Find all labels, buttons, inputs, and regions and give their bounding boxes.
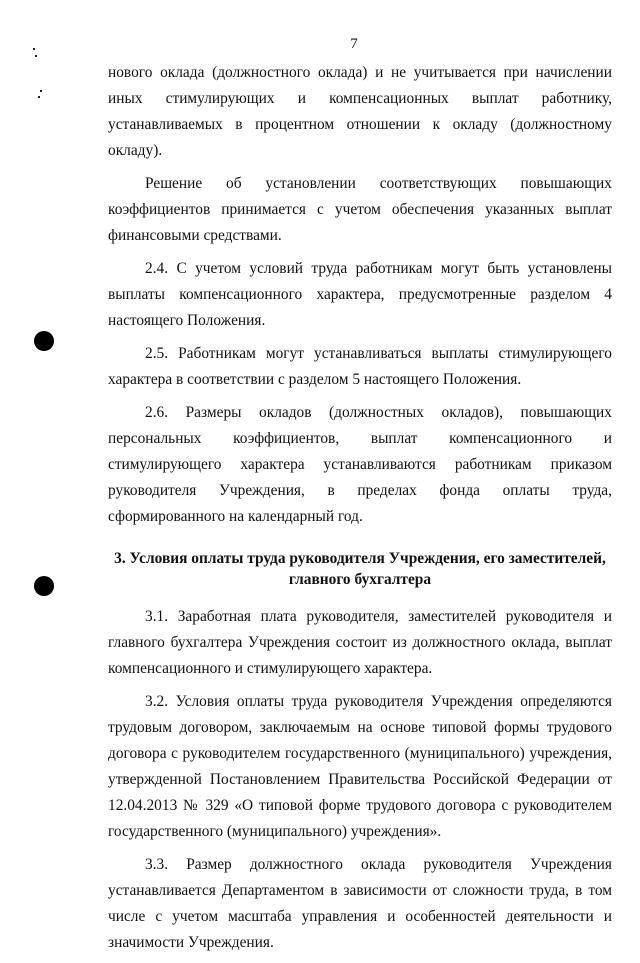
paragraph-2-6: 2.6. Размеры окладов (должностных окладов), повышающих персональных коэффициентов, выплат компенсационного и стимулирующего характера устанавливаются работникам приказом руководителя Учреждения, в пределах фонда оплаты труда, сформированного на календарный год. bbox=[108, 404, 612, 525]
paragraph-3-2: 3.2. Условия оплаты труда руководителя Учреждения определяются трудовым договором, заключаемым на основе типовой формы трудового договора с руководителем государственного (муниципального) учреждения, утвержденной Постановлением Правительства Российской Федерации от 12.04.2013 № 329 «О типовой форме трудового договора с руководителем государственного (муниципального) учреждения». bbox=[108, 693, 612, 840]
page-number: 7 bbox=[350, 36, 358, 52]
paragraph-3-3: 3.3. Размер должностного оклада руководителя Учреждения устанавливается Департаментом в зависимости от сложности труда, в том числе с учетом масштаба управления и особенностей деятельности и значимости Учреждения. bbox=[108, 856, 612, 951]
punch-hole-bottom bbox=[34, 576, 54, 596]
section-heading: 3. Условия оплаты труда руководителя Учреждения, его заместителей, главного бухгалтера bbox=[114, 550, 606, 588]
scan-speck bbox=[35, 55, 37, 57]
paragraph: нового оклада (должностного оклада) и не учитывается при начислении иных стимулирующих и компенсационных выплат работнику, устанавливаемых в процентном отношении к окладу (должностному окладу). bbox=[108, 64, 612, 159]
scan-speck bbox=[38, 96, 40, 98]
paragraph-2-4: 2.4. С учетом условий труда работникам могут быть установлены выплаты компенсационного характера, предусмотренные разделом 4 настоящего Положения. bbox=[108, 260, 612, 329]
paragraph: Решение об установлении соответствующих повышающих коэффициентов принимается с учетом обеспечения указанных выплат финансовыми средствами. bbox=[108, 175, 612, 244]
punch-hole-top bbox=[34, 331, 54, 351]
paragraph-2-5: 2.5. Работникам могут устанавливаться выплаты стимулирующего характера в соответствии с разделом 5 настоящего Положения. bbox=[108, 345, 612, 388]
paragraph-3-1: 3.1. Заработная плата руководителя, заместителей руководителя и главного бухгалтера Учреждения состоит из должностного оклада, выплат компенсационного и стимулирующего характера. bbox=[108, 608, 612, 677]
scan-speck bbox=[33, 48, 35, 50]
document-body bbox=[108, 60, 612, 963]
scan-speck bbox=[40, 90, 42, 92]
